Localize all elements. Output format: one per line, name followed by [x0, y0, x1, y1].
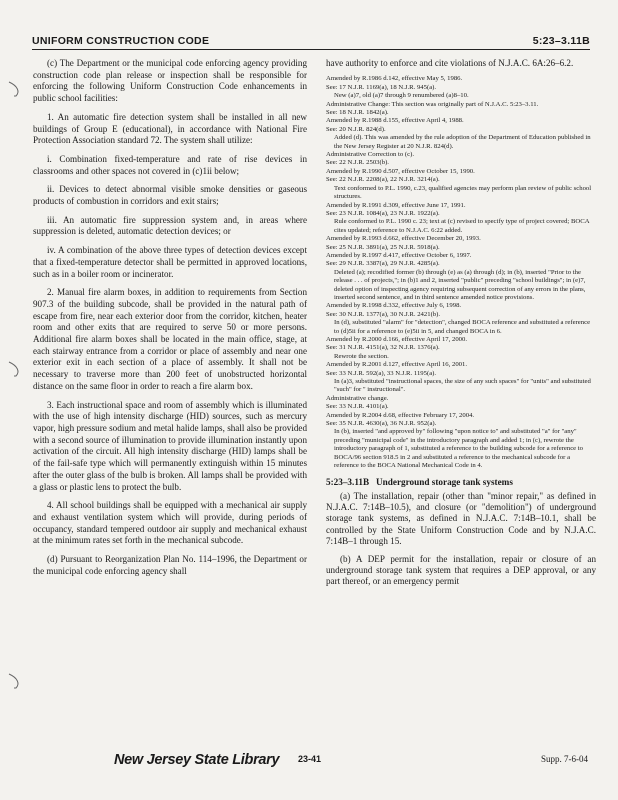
history-note: See: 17 N.J.R. 1169(a), 18 N.J.R. 945(a).	[326, 83, 437, 91]
history-notes	[326, 75, 596, 470]
paragraph-c1-iii: iii. An automatic fire suppression system and, in areas where suppression is deleted, automatic detection devices; or	[33, 214, 307, 237]
history-note: See: 22 N.J.R. 2503(b).	[326, 159, 389, 167]
history-note: Rewrote the section.	[334, 352, 389, 360]
page-number: 23-41	[298, 754, 322, 764]
history-note: See: 29 N.J.R. 3387(a), 29 N.J.R. 4285(a).	[326, 260, 440, 268]
running-header	[32, 33, 590, 50]
paragraph-c1-ii: ii. Devices to detect abnormal visible smoke densities or gaseous products of combustion in corridors and exit stairs;	[33, 184, 307, 207]
history-note: See: 22 N.J.R. 2208(a), 22 N.J.R. 3214(a).	[326, 176, 440, 184]
history-note: Amended by R.2001 d.127, effective April 16, 2001.	[326, 361, 468, 369]
history-note: See: 31 N.J.R. 4151(a), 32 N.J.R. 1376(a).	[326, 344, 440, 352]
history-note: See: 25 N.J.R. 3891(a), 25 N.J.R. 5918(a).	[326, 243, 440, 251]
history-note: See: 33 N.J.R. 4101(a).	[326, 403, 389, 411]
history-note: Amended by R.1998 d.332, effective July 6, 1998.	[326, 302, 462, 310]
history-note: Administrative Correction to (c).	[326, 151, 415, 159]
paragraph-d-continued: have authority to enforce and cite violations of N.J.A.C. 6A:26–6.2.	[326, 58, 574, 68]
history-note: Amended by R.1990 d.507, effective October 15, 1990.	[326, 167, 475, 175]
section-number: 5:23–3.11B	[326, 476, 370, 487]
history-note: In (a)3, substituted "instructional spaces, the size of any such spaces" for "units" and substituted "such" for " instructional".	[334, 378, 591, 394]
history-note: Amended by R.1997 d.417, effective October 6, 1997.	[326, 251, 472, 259]
history-note: In (d), substituted "alarm" for "detection", changed BOCA reference and substituted a reference to (d)5ii for a reference to (e)5ii in 5, and changed BOCA in 6.	[334, 319, 591, 335]
history-note: Amended by R.1986 d.142, effective May 5, 1986.	[326, 75, 463, 83]
paragraph-c3: 3. Each instructional space and room of assembly which is illuminated with the use of high intensity discharge (HID) sources, such as mercury vapor, high pressure sodium and metal halide lamps, shall also be provided with a second source of illumination to provide illumination instantly upon activation of the circuit. All high intensity discharge (HID) lamps shall be of the fail-safe type which will permanently extinguish within 15 minutes after the outer glass of the bulb is broken. All lamps shall be provided with a glass or plastic lens to protect the bulb.	[33, 399, 307, 492]
left-column	[33, 58, 307, 584]
paragraph-c1-i: i. Combination fixed-temperature and rate of rise devices in classrooms and other spaces not covered in (c)1ii below;	[33, 153, 307, 176]
history-note: Amended by R.2004 d.68, effective February 17, 2004.	[326, 411, 475, 419]
history-note: See: 20 N.J.R. 824(d).	[326, 125, 386, 133]
section-paragraph-b: (b) A DEP permit for the installation, repair or closure of an underground storage tank system that requires a DEP approval, or any part thereof, or an emergency permit	[326, 553, 596, 587]
history-note: In (b), inserted "and approved by" following "upon notice to" and substituted "a" for "any" preceding "municipal code" in the introductory paragraph and added 1; in (c), rewrote the introductory paragraph of 1, substituted a reference to the building subcode for a reference to BOCA/96 section 918.5 in 2 and substituted a reference to the mechanical subcode for a reference to the BOCA National Mechanical Code in 4.	[334, 428, 584, 470]
history-note: New (a)7, old (a)7 through 9 renumbered (a)8–10.	[334, 92, 469, 100]
history-note: Rule conformed to P.L. 1990 c. 23; text at (c) revised to specify type of project covered; BOCA cites updated; reference to N.J.A.C. 6:22 added.	[334, 218, 590, 234]
history-note: Administrative change.	[326, 394, 389, 402]
history-note: Amended by R.1988 d.155, effective April 4, 1988.	[326, 117, 464, 125]
paragraph-c2: 2. Manual fire alarm boxes, in addition to requirements from Section 907.3 of the building subcode, shall be provided in the natural path of escape from fire, near each exterior door from the corridor, kitchen, heater room and other exits that are required to serve 50 or more persons. Additional fire alarm boxes shall be located in the main office, stage, at each stairway entrance from a corridor or place of assembly and near one exterior exit in each section of a place of assembly. It shall not be necessary to traverse more than 200 feet of unobstructed horizontal distance on the same floor in order to reach a fire alarm box.	[33, 287, 307, 391]
paragraph-c1-iv: iv. A combination of the above three types of detection devices except that a fixed-temperature detector shall be permitted in approved locations, such as in a boiler room or incinerator.	[33, 245, 307, 279]
paragraph-c4: 4. All school buildings shall be equipped with a mechanical air supply and exhaust ventilation system which will provide, during periods of occupancy, standard tempered outdoor air supply and mechanical exhaust at the minimum rates set forth in the mechanical subcode.	[33, 500, 307, 546]
margin-mark-icon	[6, 78, 26, 100]
section-title: Underground storage tank systems	[376, 476, 513, 487]
history-note: See: 18 N.J.R. 1842(a).	[326, 109, 389, 117]
paragraph-c: (c) The Department or the municipal code enforcing agency providing construction code plan release or inspection shall be responsible for enforcing the following Uniform Construction Code enhancements in public school facilities:	[33, 58, 307, 104]
history-note: Text conformed to P.L. 1990, c.23, qualified agencies may perform plan review of public school structures.	[334, 184, 592, 201]
history-note: Deleted (a); recodified former (b) through (e) as (a) through (d); in (b), inserted "Prior to the release . . . of projects,"; in (b)1 and 2, inserted "public" preceding "school buildings"; in (e)7, deleted option of inspecting agency requiring subsequent correction of any errors in the plans, inserted second sentence, and in third sentence amended notice provisions.	[334, 268, 586, 301]
history-note: Administrative Change: This section was originally part of N.J.A.C. 5:23–3.11.	[326, 100, 539, 108]
history-note: Added (d). This was amended by the rule adoption of the Department of Education published in the New Jersey Register at 20 N.J.R. 824(d).	[334, 134, 591, 150]
section-heading	[326, 477, 596, 487]
supplement-date: Supp. 7-6-04	[541, 754, 588, 764]
section-paragraph-a: (a) The installation, repair (other than "minor repair," as defined in N.J.A.C. 7:14B–10.5), and closure (or "demolition") of underground storage tank systems, as defined in N.J.A.C. 7:14B–10.1, shall be controlled by the State Uniform Construction Code and by N.J.A.C. 7:14B–1 through 15.	[326, 490, 596, 547]
history-note: Amended by R.1991 d.309, effective June 17, 1991.	[326, 201, 466, 209]
paragraph-d: (d) Pursuant to Reorganization Plan No. 114–1996, the Department or the municipal code enforcing agency shall	[33, 554, 307, 576]
header-section: 5:23–3.11B	[532, 35, 590, 47]
history-note: See: 23 N.J.R. 1084(a), 23 N.J.R. 1922(a).	[326, 209, 440, 217]
library-stamp: New Jersey State Library	[114, 752, 280, 768]
history-note: See: 30 N.J.R. 1377(a), 30 N.J.R. 2421(b).	[326, 310, 441, 318]
header-title: UNIFORM CONSTRUCTION CODE	[32, 35, 210, 47]
history-note: Amended by R.2000 d.166, effective April 17, 2000.	[326, 336, 468, 343]
history-note: See: 35 N.J.R. 4630(a), 36 N.J.R. 952(a).	[326, 420, 437, 428]
paragraph-c1: 1. An automatic fire detection system shall be installed in all new buildings of Group E (educational), in accordance with National Fire Protection Association standard 72. The system shall utilize:	[33, 111, 307, 146]
right-column	[326, 58, 596, 594]
history-note: Amended by R.1993 d.662, effective December 20, 1993.	[326, 235, 481, 243]
history-note: See: 33 N.J.R. 592(a), 33 N.J.R. 1195(a).	[326, 369, 437, 377]
margin-mark-icon	[6, 358, 26, 380]
page-footer	[0, 752, 618, 776]
margin-mark-icon	[6, 670, 26, 692]
